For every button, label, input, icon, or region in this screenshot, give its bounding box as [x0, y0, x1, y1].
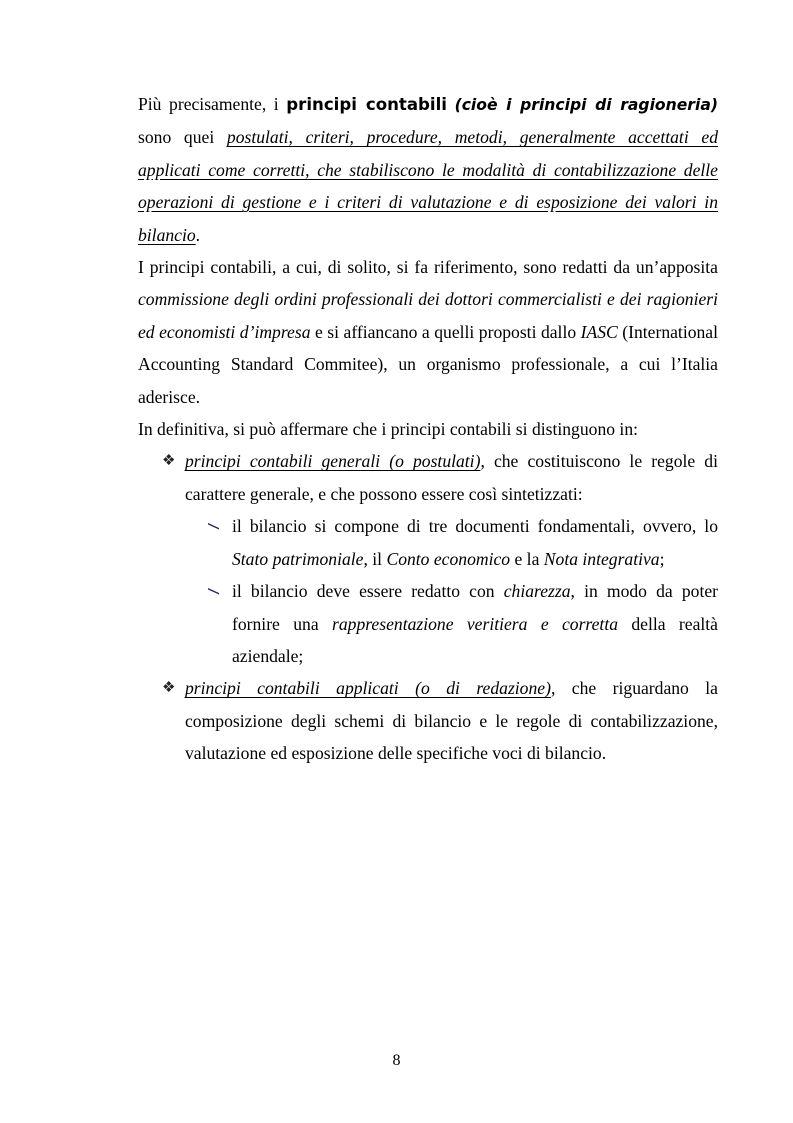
- list-item: ❖ principi contabili applicati (o di redazione), che riguardano la composizione degli schemi di bilancio e le regole di contabilizzazione, valutazione ed esposizione delle specifiche voci di bilancio.: [138, 672, 718, 769]
- diamond-bullet-icon: ❖: [162, 453, 176, 470]
- dash-bullet-icon: [208, 587, 220, 595]
- sub-list: [185, 510, 718, 672]
- underlined-definition: postulati, criteri, procedure, metodi, generalmente accettati ed applicati come corretti, che stabiliscono le modalità di contabilizzazione delle operazioni di gestione e i criteri di valutazione e di esposizione dei valori in bilancio: [138, 127, 718, 245]
- page-number: 8: [392, 1052, 401, 1069]
- dash-bullet-icon: [208, 522, 220, 530]
- bold-italic-aside: (cioè i principi di ragioneria): [454, 96, 718, 114]
- paragraph-sources: I principi contabili, a cui, di solito, si fa riferimento, sono redatti da un’apposita commissione degli ordini professionali dei dottori commercialisti e dei ragionieri ed economisti d’impresa e si affiancano a quelli proposti dallo IASC (International Accounting Standard Commitee), un organismo professionale, a cui l’Italia aderisce.: [138, 257, 718, 407]
- page-content: [138, 88, 718, 770]
- bold-term: principi contabili: [286, 95, 447, 114]
- italic-iasc: IASC: [580, 321, 618, 342]
- list-item: ❖ principi contabili generali (o postulati), che costituiscono le regole di carattere generale, e che possono essere così sintetizzati: il bilancio si compone di tre documenti fondamentali, ovvero, lo Stato patrimoniale, il Conto economico e la Nota integrativa; il bilancio deve essere redatto con chiarezza, in modo da poter fornire una rappresentazione veritiera e corretta della realtà aziendale;: [138, 445, 718, 672]
- paragraph-intro-list: In definitiva, si può affermare che i principi contabili si distinguono in:: [138, 419, 639, 440]
- list-item: il bilancio deve essere redatto con chiarezza, in modo da poter fornire una rappresentazione veritiera e corretta della realtà aziendale;: [185, 575, 718, 672]
- principles-list: [138, 445, 718, 769]
- italic-commission: commissione degli ordini professionali dei dottori commercialisti e dei ragionieri ed economisti d’impresa: [138, 289, 718, 342]
- paragraph-definition: Più precisamente, i principi contabili (cioè i principi di ragioneria) sono quei postulati, criteri, procedure, metodi, generalmente accettati ed applicati come corretti, che stabiliscono le modalità di contabilizzazione delle operazioni di gestione e i criteri di valutazione e di esposizione dei valori in bilancio.: [138, 94, 718, 245]
- list-item: il bilancio si compone di tre documenti fondamentali, ovvero, lo Stato patrimoniale, il Conto economico e la Nota integrativa;: [185, 510, 718, 575]
- diamond-bullet-icon: ❖: [162, 680, 176, 697]
